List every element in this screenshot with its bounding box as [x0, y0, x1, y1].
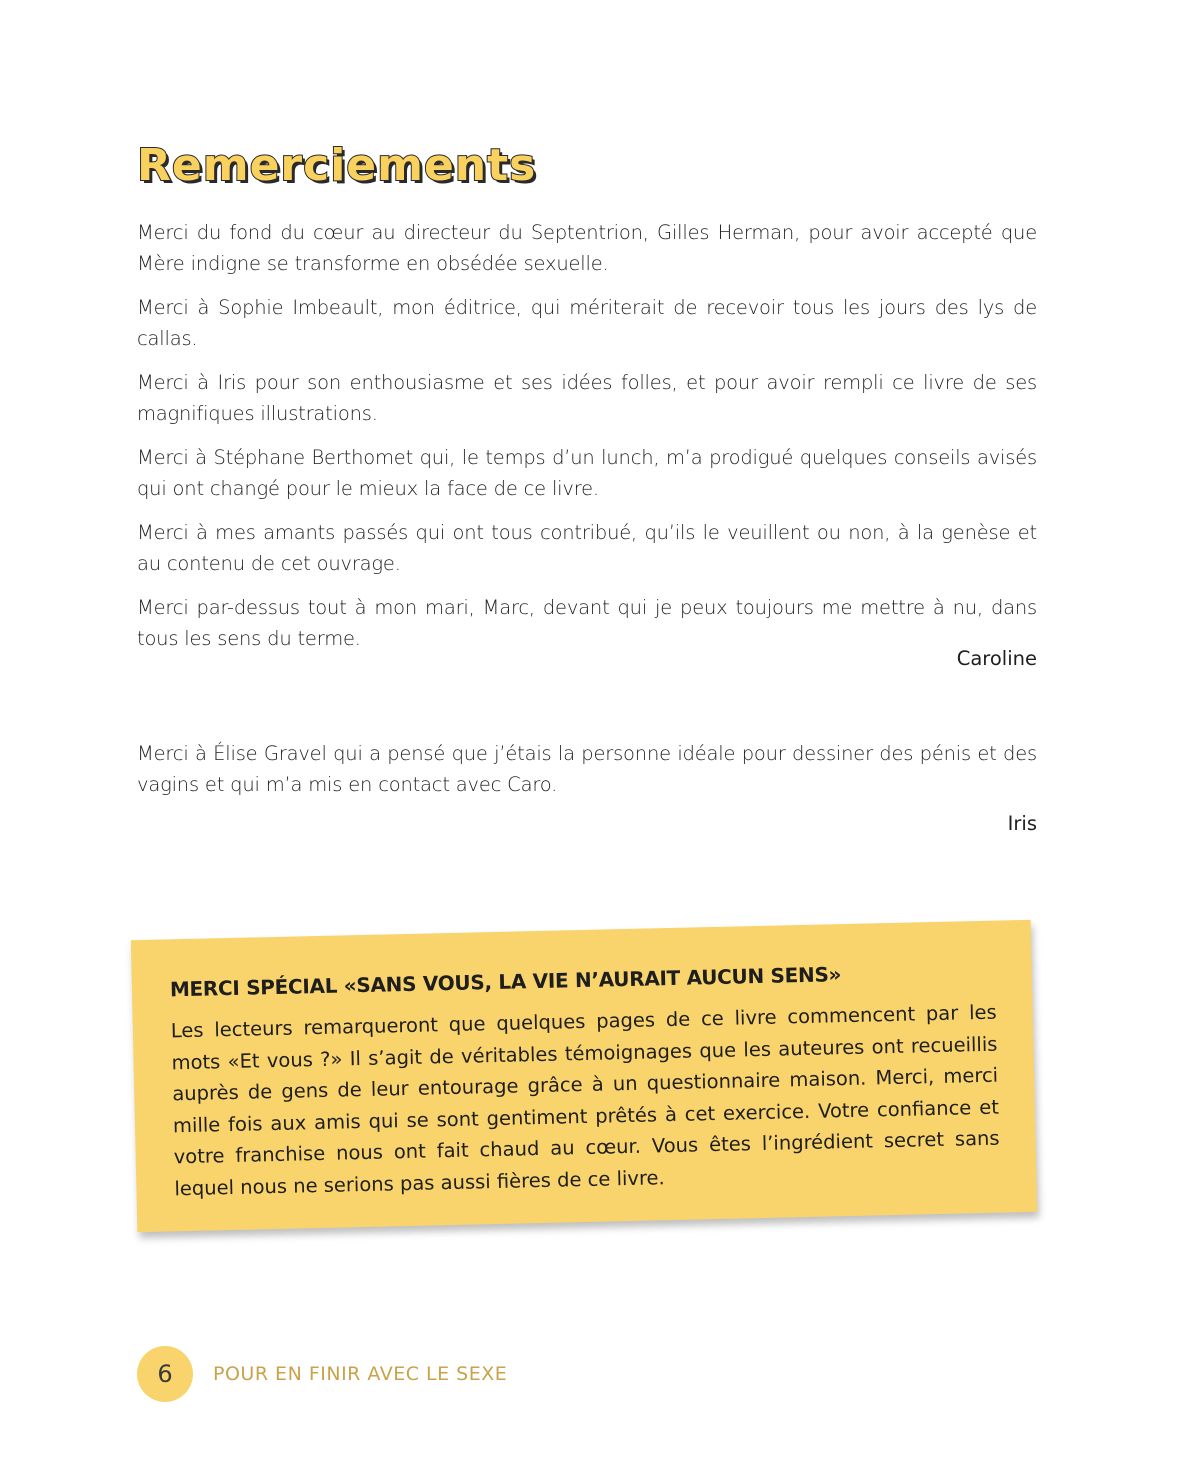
- iris-thanks: [137, 738, 1037, 813]
- thanks-paragraph: Merci à Stéphane Berthomet qui, le temps d’un lunch, m’a prodigué quelques conseils avisés qui ont changé pour le mieux la face de ce livre.: [137, 446, 1037, 500]
- thanks-paragraph: Merci à Sophie Imbeault, mon éditrice, qui mériterait de recevoir tous les jours des lys de callas.: [137, 296, 1037, 350]
- thanks-paragraph: Merci du fond du cœur au directeur du Septentrion, Gilles Herman, pour avoir accepté que Mère indigne se transforme en obsédée sexuelle.: [137, 221, 1037, 275]
- running-book-title: POUR EN FINIR AVEC LE SEXE: [213, 1363, 508, 1385]
- thanks-paragraph: Merci à Iris pour son enthousiasme et ses idées folles, et pour avoir rempli ce livre de ses magnifiques illustrations.: [137, 371, 1037, 425]
- special-thanks-title: MERCI SPÉCIAL «SANS VOUS, LA VIE N’AURAIT AUCUN SENS»: [169, 962, 842, 1002]
- signature-caroline: Caroline: [956, 647, 1037, 670]
- special-thanks-content: [170, 959, 1001, 1205]
- thanks-paragraph: Merci par-dessus tout à mon mari, Marc, devant qui je peux toujours me mettre à nu, dans tous les sens du terme.: [137, 596, 1037, 650]
- special-thanks-text: Les lecteurs remarqueront que quelques pages de ce livre commencent par les mots «Et vous ?» Il s’agit de véritables témoignages que les auteures ont recueillis auprès de gens de leur entourage grâce à un questionnaire maison. Merci, merci mille fois aux amis qui se sont gentiment prêtés à cet exercice. Votre confiance et votre franchise nous ont fait chaud au cœur. Vous êtes l’ingrédient secret sans lequel nous ne serions pas aussi fières de ce livre.: [170, 1000, 1000, 1200]
- page-title: Remerciements: [137, 140, 537, 191]
- thanks-paragraph: Merci à Élise Gravel qui a pensé que j’étais la personne idéale pour dessiner des pénis et des vagins et qui m’a mis en contact avec Caro.: [137, 742, 1037, 796]
- signature-iris: Iris: [1007, 812, 1037, 835]
- thanks-paragraph: Merci à mes amants passés qui ont tous contribué, qu’ils le veuillent ou non, à la genèse et au contenu de cet ouvrage.: [137, 521, 1037, 575]
- caroline-thanks-list: [137, 217, 1037, 667]
- special-thanks-box: [131, 920, 1037, 1232]
- page-number-badge: 6: [137, 1346, 193, 1402]
- page-footer: [137, 1346, 507, 1402]
